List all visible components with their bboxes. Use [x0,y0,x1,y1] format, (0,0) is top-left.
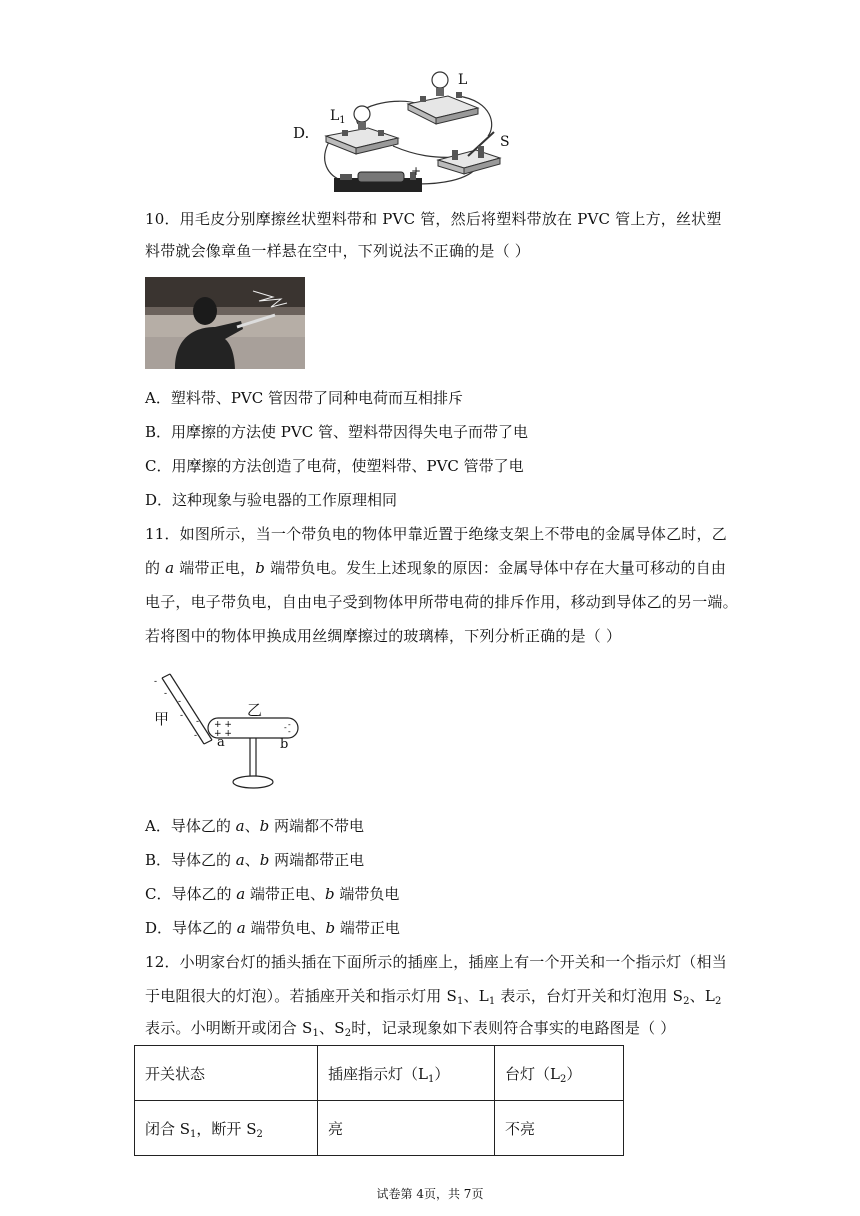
svg-text:-: - [194,731,198,741]
q11-option-a: A．导体乙的 a、b 两端都不带电 [145,817,364,835]
svg-text:-: - [284,723,287,732]
q10-stem-line1: 10．用毛皮分别摩擦丝状塑料带和 PVC 管，然后将塑料带放在 PVC 管上方，丝状塑 [145,210,722,228]
svg-text:+ +: + + [214,720,232,730]
q9-lamp-l1-label [330,108,346,124]
q10-option-a: A．塑料带、PVC 管因带了同种电荷而互相排斥 [145,389,464,407]
q11-stem-line2-b: 端带正电， [174,559,256,577]
q9-option-d-label: D. [293,124,310,142]
table-cell: 亮 [318,1101,495,1156]
svg-text:-: - [180,711,184,721]
q11-stem-line2-c: 端带负电。发生上述现象的原因：金属导体中存在大量可移动的自由 [265,559,727,577]
q10-photo [145,277,305,369]
q11-option-d: D．导体乙的 a 端带负电、b 端带正电 [145,919,400,937]
q9-battery-plus: + [411,164,422,178]
q11-option-c: C．导体乙的 a 端带正电、b 端带负电 [145,885,400,903]
q9-lamp-l1-letter: L [330,108,340,124]
svg-text:-: - [288,727,291,736]
table-cell: 不亮 [495,1101,624,1156]
q11-fig-yi: 乙 [247,701,263,719]
q11-var-a: a [165,559,175,577]
svg-text:-: - [196,717,200,727]
svg-text:-: - [288,720,291,729]
svg-text:-: - [164,689,168,699]
stand-base-icon [233,776,273,788]
q9-lamp-l1-sub: 1 [339,115,346,126]
q11-stem-line3: 电子，电子带负电，自由电子受到物体甲所带电荷的排斥作用，移动到导体乙的另一端。 [145,593,738,611]
table-cell: 闭合 $S_1$，断开 $S_2$ [135,1101,318,1156]
svg-text:-: - [154,677,158,687]
q12-stem-line2: 于电阻很大的灯泡）。若插座开关和指示灯用 $S_1$、$L_1$ 表示，台灯开关和灯泡用 $S_2$、$L_2$ [145,987,722,1007]
q9-switch-label: S [500,134,510,150]
q12-observation-table [134,1045,624,1156]
bulb-l1-icon [354,106,370,122]
q11-fig-a: a [217,735,225,750]
svg-text:-: - [178,697,182,707]
table-header-row [135,1046,624,1101]
q10-option-b: B．用摩擦的方法使 PVC 管、塑料带因得失电子而带了电 [145,423,528,441]
q12-stem-line3: 表示。小明断开或闭合 $S_1$、$S_2$时，记录现象如下表则符合事实的电路图是（ ） [145,1019,676,1039]
bulb-l-icon [432,72,448,88]
table-row [135,1101,624,1156]
q10-option-c: C．用摩擦的方法创造了电荷，使塑料带、PVC 管带了电 [145,457,524,475]
table-header-cell: 插座指示灯$(L_1)$ [318,1046,495,1101]
table-header-cell: 开关状态 [135,1046,318,1101]
q10-option-d: D．这种现象与验电器的工作原理相同 [145,491,398,509]
q10-stem-line2: 料带就会像章鱼一样悬在空中，下列说法不正确的是（ ） [145,242,530,260]
q11-fig-jia: 甲 [154,710,170,728]
q11-stem-line1: 11．如图所示，当一个带负电的物体甲靠近置于绝缘支架上不带电的金属导体乙时，乙 [145,525,727,543]
q11-stem-line2-a: 的 [145,559,166,577]
q11-var-b: b [255,559,266,577]
q12-stem-line1: 12．小明家台灯的插头插在下面所示的插座上，插座上有一个开关和一个指示灯（相当 [145,953,727,971]
svg-text:+ +: + + [214,729,232,739]
q11-fig-b: b [280,737,289,752]
q11-induction-figure [150,672,310,794]
q9-lamp-l-label: L [458,72,468,88]
q11-stem-line4: 若将图中的物体甲换成用丝绸摩擦过的玻璃棒，下列分析正确的是（ ） [145,627,622,645]
q11-stem-line2 [145,558,726,578]
q11-option-b: B．导体乙的 a、b 两端都带正电 [145,851,365,869]
table-header-cell: 台灯$(L_2)$ [495,1046,624,1101]
page-footer: 试卷第 4页，共 7页 [376,1187,484,1201]
